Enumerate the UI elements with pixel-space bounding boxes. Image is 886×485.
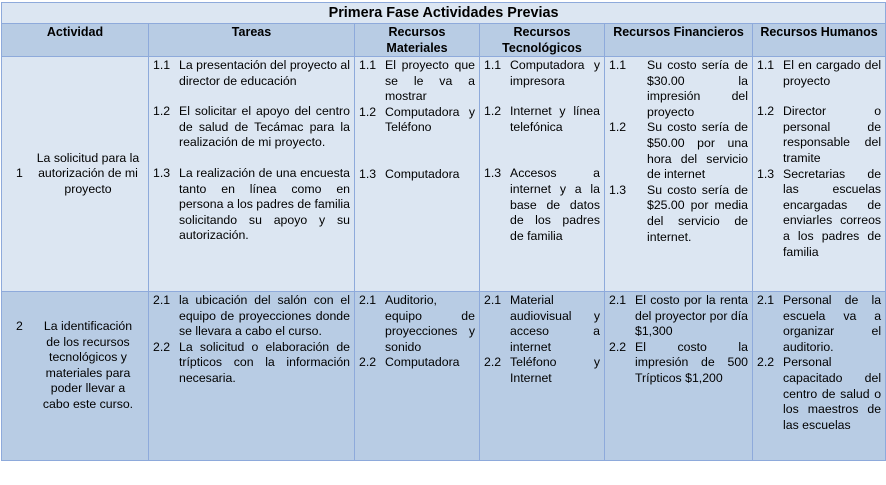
header-row (2, 24, 886, 57)
tasks-cell (149, 292, 355, 461)
list-item: 2.1 Personal de la escuela va a organizar el auditorio. (757, 293, 882, 354)
activity-number: 2 (16, 319, 23, 333)
list-item: 2.2 Personal capacitado del centro de salud o los maestros de las escuelas (757, 355, 882, 432)
list-item: 2.2 La solicitud o elaboración de trípticos con la información necesaria. (153, 339, 350, 385)
list-item: 1.3 Secretarias de las escuelas encargadas de enviarles correos a los padres de familia (757, 166, 882, 259)
materials-cell (355, 57, 480, 292)
list-item: 2.2 Computadora (359, 355, 460, 370)
header-humanos: Recursos Humanos (753, 24, 886, 57)
materials-cell (355, 292, 480, 461)
list-item: 1.1 La presentación del proyecto al director de educación (153, 58, 350, 88)
human-resources-cell (753, 57, 886, 292)
activity-cell (2, 57, 149, 292)
title-row (2, 3, 886, 24)
list-item: 2.2 Teléfono y Internet (484, 355, 600, 385)
list-item: 1.2 Computadora y Teléfono (359, 104, 475, 135)
header-financieros: Recursos Financieros (605, 24, 753, 57)
table-row (2, 57, 886, 292)
human-resources-cell (753, 292, 886, 461)
list-item: 1.2 Director o personal de responsable del tramite (757, 104, 882, 165)
header-tareas: Tareas (149, 24, 355, 57)
header-tecnologicos: Recursos Tecnológicos (480, 24, 605, 57)
list-item: 1.3 La realización de una encuesta tanto en línea como en persona a los padres de familia solicitando su apoyo y su autorización. (153, 165, 350, 243)
table-title: Primera Fase Actividades Previas (2, 3, 886, 24)
list-item: 1.3 Computadora (359, 166, 460, 181)
list-item: 1.1 El en cargado del proyecto (757, 58, 882, 88)
header-actividad: Actividad (2, 24, 149, 57)
activities-table-container (1, 2, 885, 473)
activity-text: La solicitud para la autorización de mi proyecto (36, 150, 140, 196)
list-item: 1.2 El solicitar el apoyo del centro de salud de Tecámac para la realización de mi proyecto. (153, 104, 350, 150)
list-item: 1.1 El proyecto que se le va a mostrar (359, 58, 475, 104)
header-materiales: Recursos Materiales (355, 24, 480, 57)
activity-cell (2, 292, 149, 461)
activities-table (1, 2, 886, 461)
technology-cell (480, 57, 605, 292)
list-item: 2.1 Material audiovisual y acceso a internet (484, 293, 600, 354)
activity-text: La identificación de los recursos tecnológicos y materiales para poder llevar a cabo este curso. (42, 319, 134, 411)
list-item: 1.2 Internet y línea telefónica (484, 104, 600, 134)
list-item: 1.3 Accesos a internet y a la base de datos de los padres de familia (484, 166, 600, 243)
list-item: 2.1 El costo por la renta del proyector por día $1,300 (609, 293, 748, 339)
financial-cell (605, 292, 753, 461)
list-item: 1.3 Su costo sería de $25.00 por media del servicio de internet. (609, 182, 748, 244)
financial-cell (605, 57, 753, 292)
activity-number: 1 (16, 166, 23, 181)
list-item: 1.2 Su costo sería de $50.00 por una hora del servicio de internet (609, 120, 748, 182)
list-item: 2.1 la ubicación del salón con el equipo de proyecciones donde se llevara a cabo el curso. (153, 293, 350, 339)
list-item: 2.2 El costo la impresión de 500 Trípticos $1,200 (609, 339, 748, 385)
list-item: 1.1 Computadora y impresora (484, 58, 600, 88)
list-item: 2.1 Auditorio, equipo de proyecciones y sonido (359, 293, 475, 354)
technology-cell (480, 292, 605, 461)
table-row (2, 292, 886, 461)
tasks-cell (149, 57, 355, 292)
list-item: 1.1 Su costo sería de $30.00 la impresión del proyecto (609, 58, 748, 119)
